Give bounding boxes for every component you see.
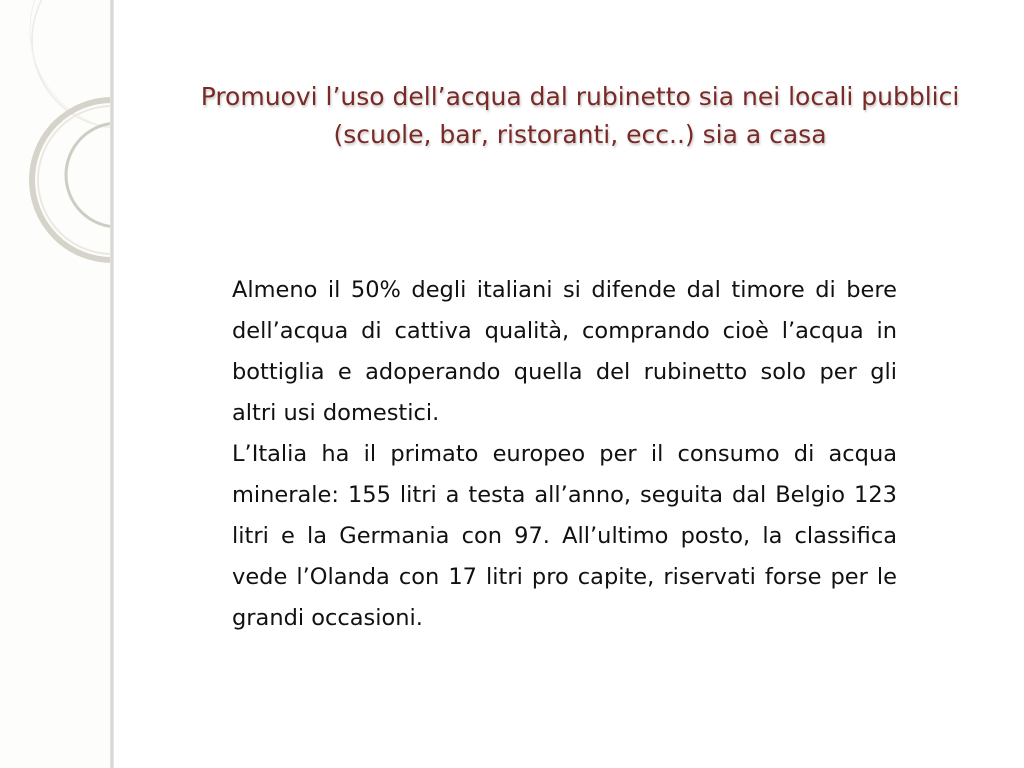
- vertical-divider: [110, 0, 114, 768]
- slide-body: [232, 270, 897, 639]
- body-paragraph-1: Almeno il 50% degli italiani si difende dal timore di bere dell’acqua di cattiva qualità, comprando cioè l’acqua in bottiglia e adoperando quella del rubinetto solo per gli altri usi domestici.: [232, 277, 897, 426]
- decorative-rings: [0, 0, 114, 270]
- body-paragraph-2: L’Italia ha il primato europeo per il consumo di acqua minerale: 155 litri a testa all’anno, seguita dal Belgio 123 litri e la Germania con 97. All’ultimo posto, la classifica vede l’Olanda con 17 litri pro capite, riservati forse per le grandi occasioni.: [232, 441, 897, 631]
- decorative-ring-small: [66, 123, 114, 227]
- decorative-ring-thick: [32, 100, 114, 260]
- slide-title: Promuovi l’uso dell’acqua dal rubinetto sia nei locali pubblici (scuole, bar, ristoranti, ecc..) sia a casa: [200, 82, 960, 149]
